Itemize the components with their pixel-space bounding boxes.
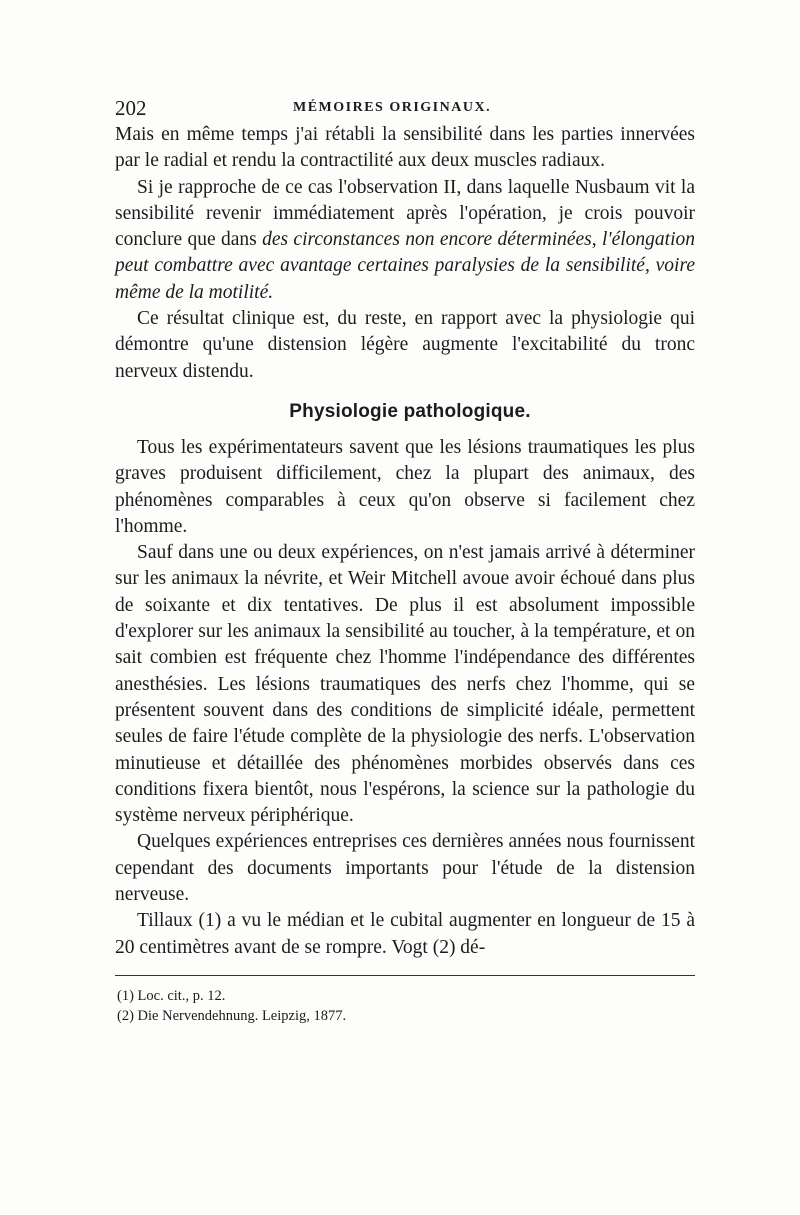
footnote-2: (2) Die Nervendehnung. Leipzig, 1877. [117, 1007, 347, 1024]
section-title: Physiologie pathologique. [289, 400, 531, 422]
footnote-1: (1) Loc. cit., p. 12. [117, 987, 226, 1004]
paragraph-3: Ce résultat clinique est, du reste, en rapport avec la physiologie qui démontre qu'une distension légère augmente l'excitabilité du tronc nerveux distendu. [115, 308, 695, 382]
paragraph-7: Tillaux (1) a vu le médian et le cubital augmenter en longueur de 15 à 20 centimètres avant de se rompre. Vogt (2) dé- [115, 910, 695, 958]
paragraph-4: Tous les expérimentateurs savent que les lésions traumatiques les plus graves produisent difficilement, chez la plupart des animaux, des phénomènes comparables à ceux qu'on observe si facilement chez l'homme. [115, 436, 695, 537]
paragraph-2 [115, 175, 695, 306]
paragraph-2-separator-2: , [644, 255, 656, 277]
paragraph-1: Mais en même temps j'ai rétabli la sensibilité dans les parties innervées par le radial et rendu la contractilité aux deux muscles radiaux. [115, 124, 695, 172]
paragraph-2-emphasis-3: voire même de la motilité. [115, 255, 695, 303]
running-title: MÉMOIRES ORIGINAUX. [293, 100, 492, 115]
paragraph-5: Sauf dans une ou deux expériences, on n'est jamais arrivé à déterminer sur les animaux la névrite, et Weir Mitchell avoue avoir échoué dans plus de soixante et dix tentatives. De plus il est absolument impossible d'explorer sur les animaux la sensibilité au toucher, à la température, et on sait combien est fréquente chez l'homme l'indépendance des différentes anesthésies. Les lésions traumatiques des nerfs chez l'homme, qui se présentent souvent dans des conditions de simplicité idéale, permettent seules de faire l'étude complète de la physiologie des nerfs. L'observation minutieuse et détaillée des phénomènes morbides observés dans ces conditions fixera bientôt, nous l'espérons, la science sur la pathologie du système nerveux périphérique. [115, 542, 695, 827]
paragraph-6: Quelques expériences entreprises ces dernières années nous fournissent cependant des documents importants pour l'étude de la distension nerveuse. [115, 831, 695, 906]
paragraph-2-separator-1: , [591, 229, 602, 251]
footnotes [115, 986, 695, 1026]
page [115, 96, 695, 1026]
paragraph-2-emphasis-2: l'élongation peut combattre avec avantage certaines paralysies de la sensibilité [115, 229, 695, 277]
footnote-divider [115, 975, 695, 976]
paragraph-2-text: Si je rapproche de ce cas l'observation II, dans laquelle Nusbaum vit la sensibilité revenir immédiatement après l'opération, je crois pouvoir conclure que dans [115, 176, 695, 251]
page-number: 202 [115, 96, 147, 120]
paragraph-2-emphasis-1: des circonstances non encore déterminées [262, 229, 592, 251]
running-head [115, 96, 695, 122]
